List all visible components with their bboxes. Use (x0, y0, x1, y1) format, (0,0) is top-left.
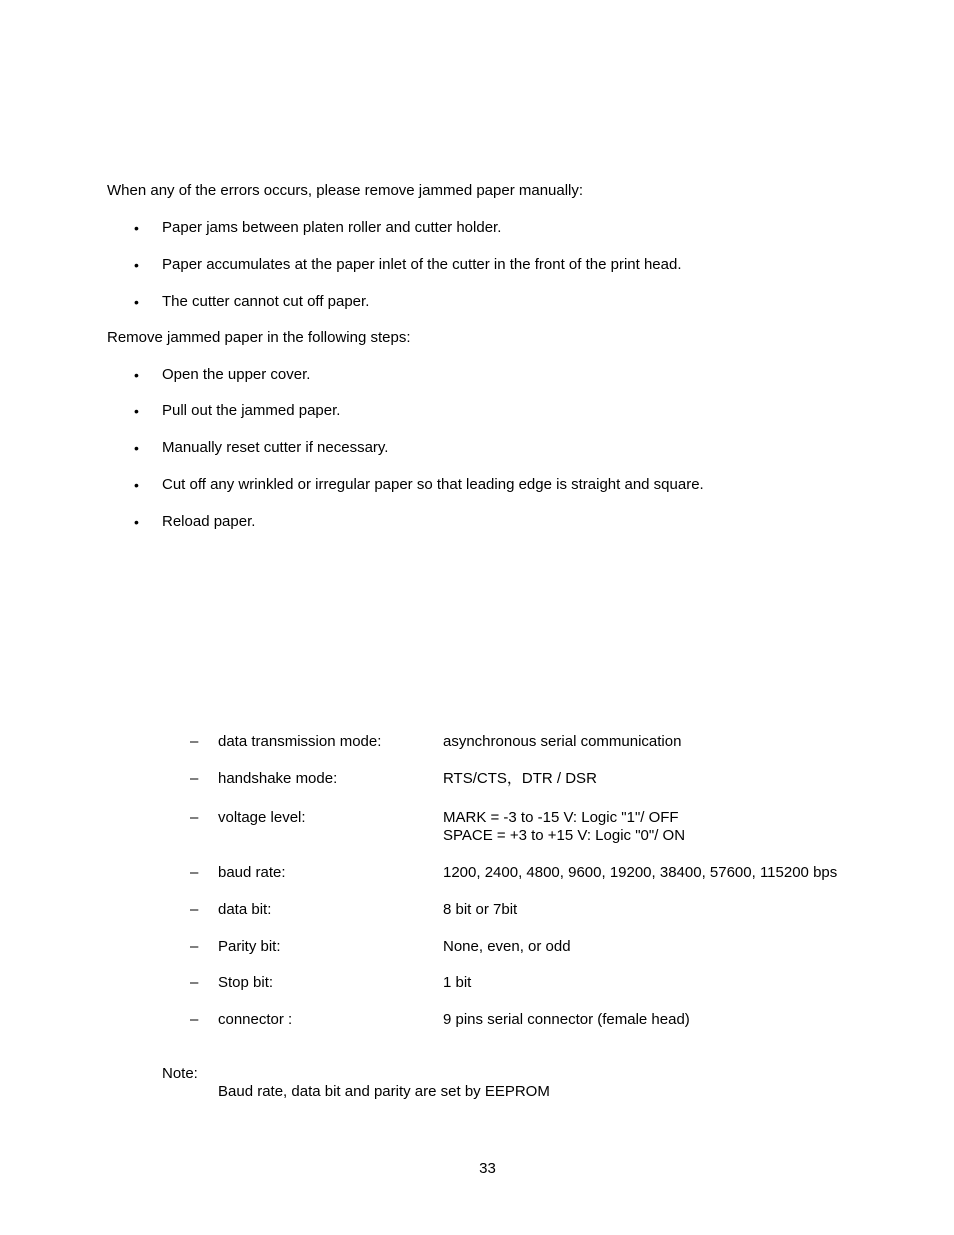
spec-label-data-bit: data bit: (218, 901, 272, 918)
step-item: Manually reset cutter if necessary. (162, 439, 389, 456)
spec-value-transmission-mode: asynchronous serial communication (443, 733, 682, 750)
bullet-icon: • (134, 220, 139, 236)
spec-label-transmission-mode: data transmission mode: (218, 733, 382, 750)
dash-icon: – (190, 733, 199, 750)
jam-cause-item: Paper jams between platen roller and cutter holder. (162, 219, 502, 236)
step-item: Open the upper cover. (162, 366, 311, 383)
spec-value-connector: 9 pins serial connector (female head) (443, 1011, 690, 1028)
dash-icon: – (190, 809, 199, 826)
step-item: Reload paper. (162, 513, 256, 530)
jam-cause-item: The cutter cannot cut off paper. (162, 293, 370, 310)
steps-intro-text: Remove jammed paper in the following steps: (107, 329, 411, 346)
spec-label-stop-bit: Stop bit: (218, 974, 274, 991)
spec-value-stop-bit: 1 bit (443, 974, 472, 991)
dash-icon: – (190, 938, 199, 955)
spec-value-voltage-space: SPACE = +3 to +15 V: Logic "0"/ ON (443, 827, 686, 844)
bullet-icon: • (134, 514, 139, 530)
jam-intro-text: When any of the errors occurs, please remove jammed paper manually: (107, 182, 584, 199)
dash-icon: – (190, 901, 199, 918)
spec-value-baud-rate: 1200, 2400, 4800, 9600, 19200, 38400, 57600, 115200 bps (443, 864, 838, 881)
bullet-icon: • (134, 257, 139, 273)
dash-icon: – (190, 770, 199, 787)
spec-label-handshake-mode: handshake mode: (218, 770, 338, 787)
spec-label-parity-bit: Parity bit: (218, 938, 281, 955)
bullet-icon: • (134, 477, 139, 493)
dash-icon: – (190, 974, 199, 991)
spec-label-voltage-level: voltage level: (218, 809, 306, 826)
spec-value-data-bit: 8 bit or 7bit (443, 901, 518, 918)
bullet-icon: • (134, 403, 139, 419)
page-number: 33 (479, 1160, 496, 1177)
dash-icon: – (190, 864, 199, 881)
spec-label-connector: connector : (218, 1011, 293, 1028)
spec-label-baud-rate: baud rate: (218, 864, 286, 881)
dash-icon: – (190, 1011, 199, 1028)
note-text: Baud rate, data bit and parity are set by EEPROM (218, 1083, 550, 1100)
bullet-icon: • (134, 440, 139, 456)
spec-value-voltage-mark: MARK = -3 to -15 V: Logic "1"/ OFF (443, 809, 679, 826)
bullet-icon: • (134, 367, 139, 383)
bullet-icon: • (134, 294, 139, 310)
spec-value-handshake-mode: RTS/CTS，DTR / DSR (443, 770, 597, 787)
step-item: Cut off any wrinkled or irregular paper so that leading edge is straight and square. (162, 476, 704, 493)
note-label: Note: (162, 1065, 198, 1082)
spec-value-parity-bit: None, even, or odd (443, 938, 571, 955)
step-item: Pull out the jammed paper. (162, 402, 341, 419)
jam-cause-item: Paper accumulates at the paper inlet of the cutter in the front of the print head. (162, 256, 682, 273)
